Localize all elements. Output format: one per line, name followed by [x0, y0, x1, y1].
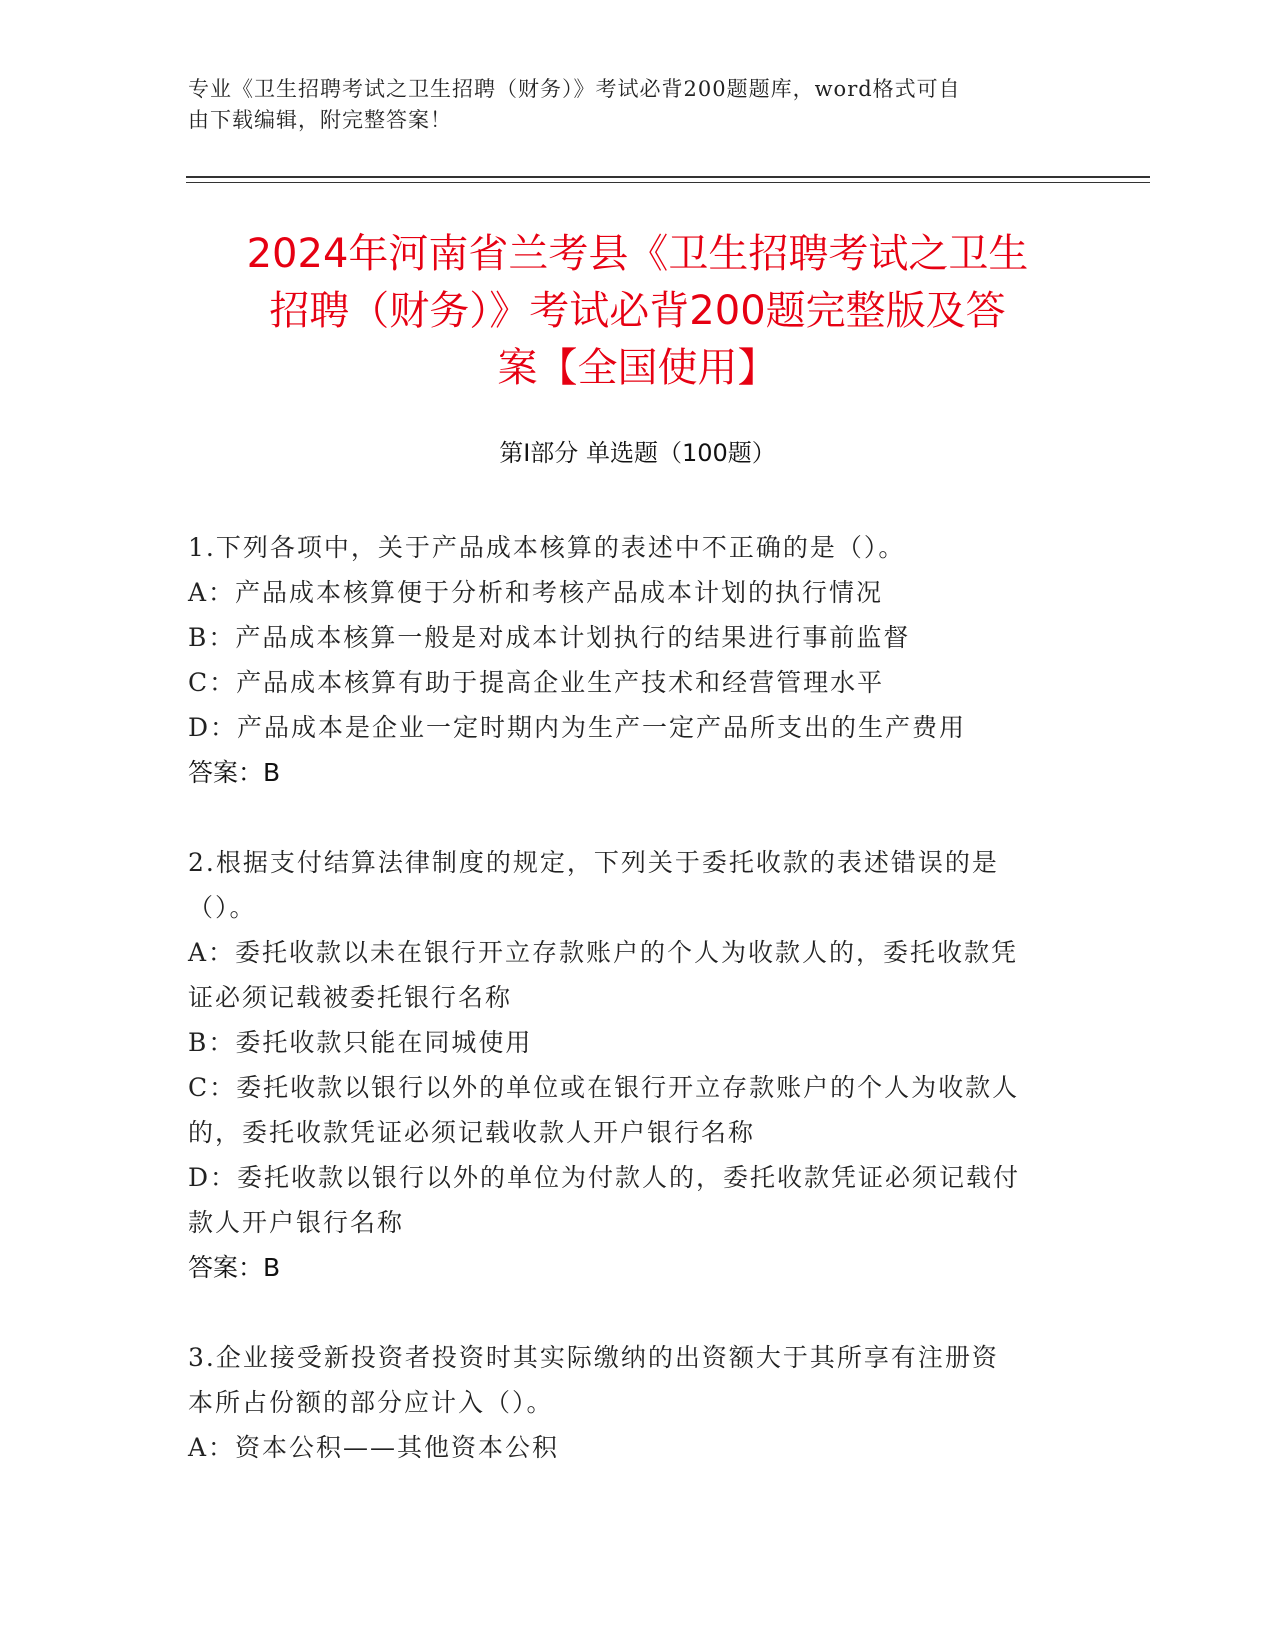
question-stem-line-2: 本所占份额的部分应计入（）。: [188, 1388, 554, 1417]
question-stem-line-2: （）。: [188, 893, 257, 922]
answer: 答案：B: [188, 1253, 281, 1282]
question-2: [188, 840, 1068, 1290]
option-a-line-2: 证必须记载被委托银行名称: [188, 983, 513, 1012]
option-a: A：产品成本核算便于分析和考核产品成本计划的执行情况: [188, 578, 884, 607]
option-d-line-2: 款人开户银行名称: [188, 1208, 405, 1237]
option-a-line-1: A：委托收款以未在银行开立存款账户的个人为收款人的，委托收款凭: [188, 938, 1019, 967]
page-header: [188, 74, 1068, 136]
section-title: 第I部分 单选题（100题）: [499, 439, 776, 467]
title-line-2: 招聘（财务）》考试必背200题完整版及答: [269, 288, 1006, 334]
option-b: B：委托收款只能在同城使用: [188, 1028, 533, 1057]
question-1: [188, 525, 1068, 795]
document-title: [170, 226, 1105, 397]
question-3: [188, 1335, 1068, 1470]
option-c-line-1: C：委托收款以银行以外的单位或在银行开立存款账户的个人为收款人: [188, 1073, 1020, 1102]
header-line-1: 专业《卫生招聘考试之卫生招聘（财务）》考试必背200题题库，word格式可自: [188, 77, 961, 101]
header-line-2: 由下载编辑，附完整答案！: [188, 108, 452, 132]
option-c: C：产品成本核算有助于提高企业生产技术和经营管理水平: [188, 668, 885, 697]
option-a: A：资本公积——其他资本公积: [188, 1433, 560, 1462]
option-d: D：产品成本是企业一定时期内为生产一定产品所支出的生产费用: [188, 713, 967, 742]
question-stem-line-1: 3.企业接受新投资者投资时其实际缴纳的出资额大于其所享有注册资: [188, 1343, 999, 1372]
header-rule-thick: [186, 176, 1150, 178]
option-b: B：产品成本核算一般是对成本计划执行的结果进行事前监督: [188, 623, 911, 652]
header-rule-thin: [186, 182, 1150, 183]
question-stem: 1.下列各项中，关于产品成本核算的表述中不正确的是（）。: [188, 533, 906, 562]
question-stem-line-1: 2.根据支付结算法律制度的规定，下列关于委托收款的表述错误的是: [188, 848, 999, 877]
title-line-1: 2024年河南省兰考县《卫生招聘考试之卫生: [246, 231, 1029, 277]
option-d-line-1: D：委托收款以银行以外的单位为付款人的，委托收款凭证必须记载付: [188, 1163, 1021, 1192]
answer: 答案：B: [188, 758, 281, 787]
title-line-3: 案【全国使用】: [497, 345, 778, 391]
option-c-line-2: 的，委托收款凭证必须记载收款人开户银行名称: [188, 1118, 756, 1147]
question-list: [188, 525, 1068, 1515]
